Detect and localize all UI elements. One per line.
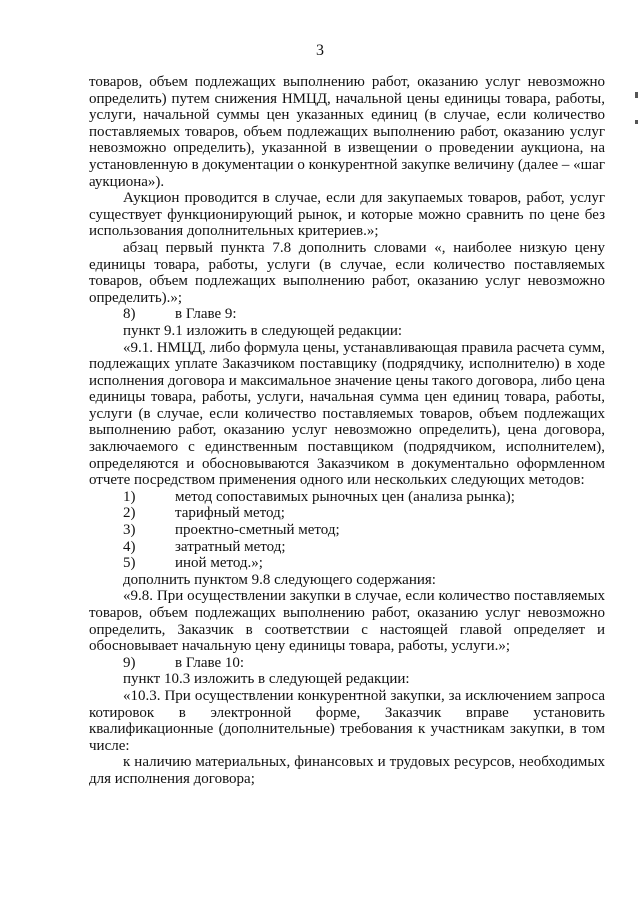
scan-edge-mark — [635, 92, 638, 98]
method-item — [89, 555, 605, 572]
paragraph-9-8: «9.8. При осуществлении закупки в случае, если количество поставляемых товаров, объем подлежащих выполнению работ, оказанию услуг невозможно определить, Заказчик в соответствии с настоящей главой определяет и обосновывает начальную цену единицы товара, работы, услуги.»; — [89, 588, 605, 655]
method-text: затратный метод; — [175, 538, 286, 555]
list-item-text: в Главе 10: — [175, 654, 245, 671]
document-body — [89, 74, 605, 788]
paragraph-auction-continuation: товаров, объем подлежащих выполнению работ, оказанию услуг невозможно определить) путем снижения НМЦД, начальной цены единицы товара, работы, услуги, начальной суммы цен указанных единиц (в случае, если количество поставляемых товаров, объем подлежащих выполнению работ, оказанию услуг невозможно определить), указанной в извещении о проведении аукциона, на установленную в документации о конкурентной закупке величину (далее – «шаг аукциона»). — [89, 74, 605, 190]
method-number: 2) — [123, 505, 136, 522]
method-number: 4) — [123, 538, 136, 555]
paragraph-10-3: «10.3. При осуществлении конкурентной закупки, за исключением запроса котировок в электронной форме, Заказчик вправе установить квалификационные (дополнительные) требования к участникам закупки, в том числе: — [89, 687, 605, 754]
method-text: метод сопоставимых рыночных цен (анализа рынка); — [175, 488, 515, 505]
paragraph-auction-conditions: Аукцион проводится в случае, если для закупаемых товаров, работ, услуг существует функционирующий рынок, и которые можно сравнить по цене без использования дополнительных критериев.»; — [89, 190, 605, 240]
paragraph-7-8-amendment: абзац первый пункта 7.8 дополнить словами «, наиболее низкую цену единицы товара, работы, услуги (в случае, если количество поставляемых товаров, объем подлежащих выполнению работ, оказанию услуг невозможно определить).»; — [89, 239, 605, 306]
method-number: 3) — [123, 522, 136, 539]
method-text: иной метод.»; — [175, 555, 263, 572]
paragraph-9-8-intro: дополнить пунктом 9.8 следующего содержания: — [123, 571, 436, 588]
page-number: 3 — [316, 42, 324, 59]
list-item-text: в Главе 9: — [175, 306, 237, 323]
method-item — [89, 539, 605, 556]
method-text: тарифный метод; — [175, 505, 285, 522]
method-item — [89, 522, 605, 539]
method-number: 5) — [123, 555, 136, 572]
paragraph-9-1: «9.1. НМЦД, либо формула цены, устанавливающая правила расчета сумм, подлежащих уплате Заказчиком поставщику (подрядчику, исполнителю) в ходе исполнения договора и максимальное значение цены такого договора, либо цена единицы товара, работы, услуги, начальная сумма цен единиц товара, работы, услуги (в случае, если количество поставляемых товаров, объем подлежащих выполнению работ, оказанию услуг невозможно определить), цена договора, заключаемого с единственным поставщиком (подрядчиком, исполнителем), определяются и обосновываются Заказчиком в документально оформленном отчете посредством применения одного или нескольких следующих методов: — [89, 339, 605, 489]
method-text: проектно-сметный метод; — [175, 522, 340, 539]
list-item-8 — [89, 306, 605, 323]
paragraph-10-3-requirement: к наличию материальных, финансовых и трудовых ресурсов, необходимых для исполнения договора; — [89, 754, 605, 787]
list-item-number: 9) — [123, 654, 136, 671]
list-item-9 — [89, 655, 605, 672]
scan-edge-mark — [635, 120, 638, 124]
method-item — [89, 489, 605, 506]
paragraph-10-3-intro: пункт 10.3 изложить в следующей редакции: — [123, 671, 410, 688]
list-item-number: 8) — [123, 306, 136, 323]
method-item — [89, 505, 605, 522]
paragraph-9-1-intro: пункт 9.1 изложить в следующей редакции: — [123, 322, 403, 339]
method-number: 1) — [123, 488, 136, 505]
